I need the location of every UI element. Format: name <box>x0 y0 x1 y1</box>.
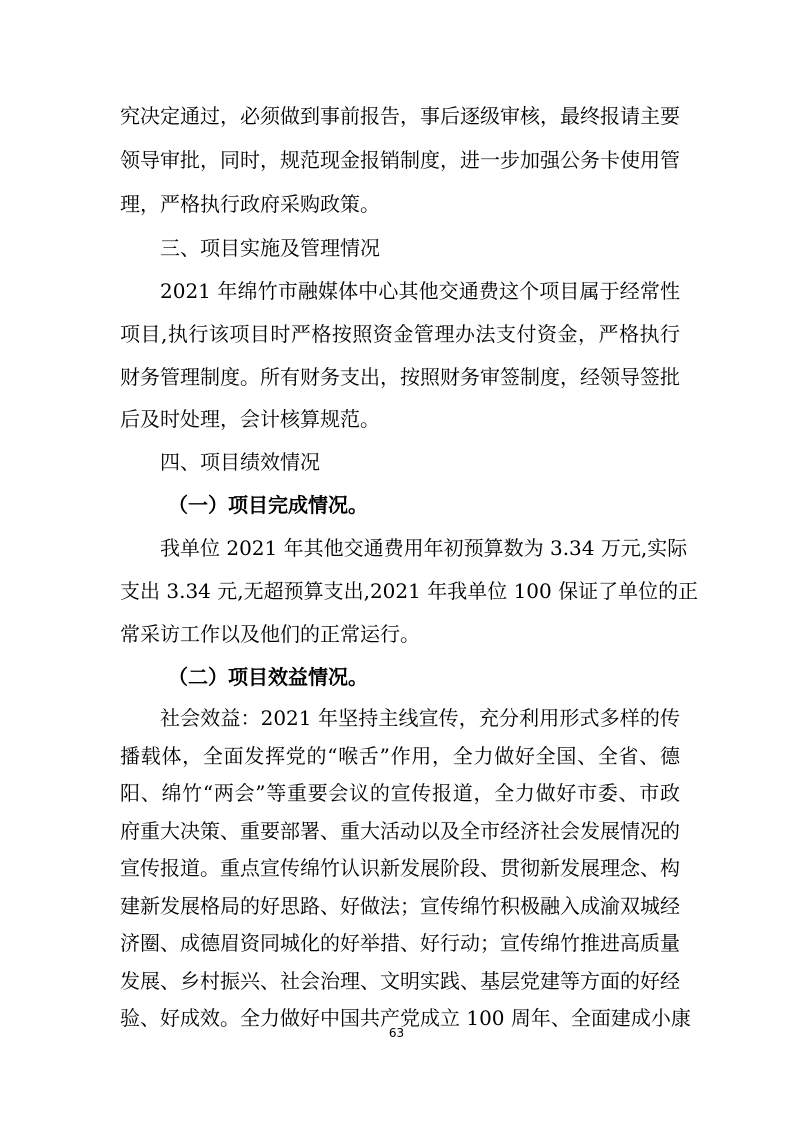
body-line-20: 建新发展格局的好思路、好做法；宣传绵竹积极融入成渝双城经 <box>120 893 680 918</box>
page-number: 63 <box>388 1026 405 1040</box>
body-line-8: 后及时处理，会计核算规范。 <box>120 407 380 431</box>
body-line-1: 究决定通过，必须做到事前报告，事后逐级审核，最终报请主要 <box>120 104 680 128</box>
body-line-21: 济圈、成德眉资同城化的好举措、好行动；宣传绵竹推进高质量 <box>120 931 680 955</box>
section-heading-4: 四、项目绩效情况 <box>160 450 320 474</box>
body-line-23: 验、好成效。全力做好中国共产党成立 100 周年、全面建成小康 <box>120 1006 691 1030</box>
body-line-13: 常采访工作以及他们的正常运行。 <box>120 622 420 646</box>
body-line-18: 府重大决策、重要部署、重大活动以及全市经济社会发展情况的 <box>120 818 680 843</box>
body-line-6: 项目,执行该项目时严格按照资金管理办法支付资金，严格执行 <box>120 322 680 346</box>
body-line-22: 发展、乡村振兴、社会治理、文明实践、基层党建等方面的好经 <box>120 968 680 993</box>
body-line-19: 宣传报道。重点宣传绵竹认识新发展阶段、贯彻新发展理念、构 <box>120 856 680 880</box>
subsection-heading-1: （一）项目完成情况。 <box>168 493 368 517</box>
body-line-11: 我单位 2021 年其他交通费用年初预算数为 3.34 万元,实际 <box>160 536 688 560</box>
body-line-2: 领导审批，同时，规范现金报销制度，进一步加强公务卡使用管 <box>120 148 680 172</box>
body-line-15: 社会效益：2021 年坚持主线宣传，充分利用形式多样的传 <box>160 706 680 730</box>
body-line-17: 阳、绵竹“两会”等重要会议的宣传报道，全力做好市委、市政 <box>120 781 680 805</box>
body-line-3: 理，严格执行政府采购政策。 <box>120 192 380 216</box>
body-line-5: 2021 年绵竹市融媒体中心其他交通费这个项目属于经常性 <box>160 279 680 303</box>
body-line-16: 播载体，全面发挥党的“喉舌”作用，全力做好全国、全省、德 <box>120 743 680 768</box>
section-heading-3: 三、项目实施及管理情况 <box>160 236 380 260</box>
body-line-12: 支出 3.34 元,无超预算支出,2021 年我单位 100 保证了单位的正 <box>120 579 699 603</box>
body-line-7: 财务管理制度。所有财务支出，按照财务审签制度，经领导签批 <box>120 365 680 389</box>
subsection-heading-2: （二）项目效益情况。 <box>168 665 368 689</box>
